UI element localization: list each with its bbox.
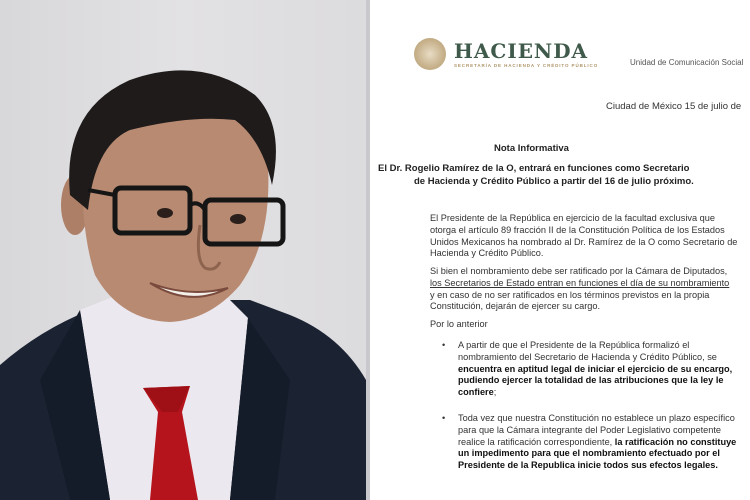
bullet-list (438, 340, 750, 472)
headline-line-2: de Hacienda y Crédito Público a partir del 16 de julio próximo. (414, 175, 694, 187)
paragraph-2-line: Si bien el nombramiento debe ser ratificado por la Cámara de Diputados, (430, 266, 728, 276)
document-title: Nota Informativa (494, 143, 569, 154)
paragraph-2-line: Constitución, dejarán de ejercer su cargo. (430, 301, 601, 312)
headline (378, 163, 750, 188)
bold-text: un impedimento para que el nombramiento efectuado por el (458, 448, 720, 459)
bullet-item-2 (438, 413, 750, 472)
paragraph-2-line: y en caso de no ser ratificados en los términos previstos en la propia (430, 289, 710, 300)
logo-subtitle: SECRETARÍA DE HACIENDA Y CRÉDITO PÚBLICO (454, 62, 599, 68)
bold-text: Presidente de la Republica inicie todos sus efectos legales. (458, 460, 718, 471)
logo-name: HACIENDA (454, 38, 589, 63)
bullet-line: nombramiento del Secretario de Hacienda y Crédito Público, se (458, 351, 717, 362)
issuing-unit: Unidad de Comunicación Social (630, 58, 744, 67)
hacienda-logo (414, 38, 598, 70)
paragraph-1-line: otorga el artículo 89 fracción II de la Constitución Política de los Estados (430, 224, 725, 235)
bold-text: la ratificación no constituye (614, 436, 737, 447)
paragraph-1-line: Unidos Mexicanos ha nombrado al Dr. Ramírez de la O como Secretario de (430, 236, 738, 247)
portrait-photo (0, 0, 366, 500)
dateline: Ciudad de México 15 de julio de (606, 101, 742, 112)
paragraph-1 (430, 213, 750, 260)
paragraph-1-line: El Presidente de la República en ejercicio de la facultad exclusiva que (430, 213, 715, 223)
press-release-document (370, 0, 750, 500)
bold-text: encuentra en aptitud legal de iniciar el ejercicio de su encargo, (458, 363, 733, 374)
underlined-text: los Secretarios de Estado entran en funciones el día de su nombramiento (430, 277, 730, 288)
paragraph-1-line: Hacienda y Crédito Público. (430, 248, 544, 259)
portrait-illustration (0, 0, 366, 500)
bold-text: confiere (458, 387, 494, 398)
headline-line-1: El Dr. Rogelio Ramírez de la O, entrará en funciones como Secretario (378, 163, 690, 174)
bullet-line: realice la ratificación correspondiente, (458, 436, 615, 447)
bullet-line: • A partir de que el Presidente de la República formalizó el (458, 340, 690, 350)
mexico-seal-icon (414, 38, 446, 70)
bullet-line: para que la Cámara integrante del Poder Legislativo competente (458, 424, 722, 435)
bullet-item-1 (438, 340, 750, 399)
punctuation: ; (493, 387, 497, 398)
paragraph-2 (430, 266, 750, 313)
bold-text: pudiendo ejercer la totalidad de las atribuciones que la ley le (458, 375, 724, 386)
paragraph-3: Por lo anterior (430, 319, 488, 329)
bullet-line: • Toda vez que nuestra Constitución no establece un plazo específico (458, 412, 735, 423)
